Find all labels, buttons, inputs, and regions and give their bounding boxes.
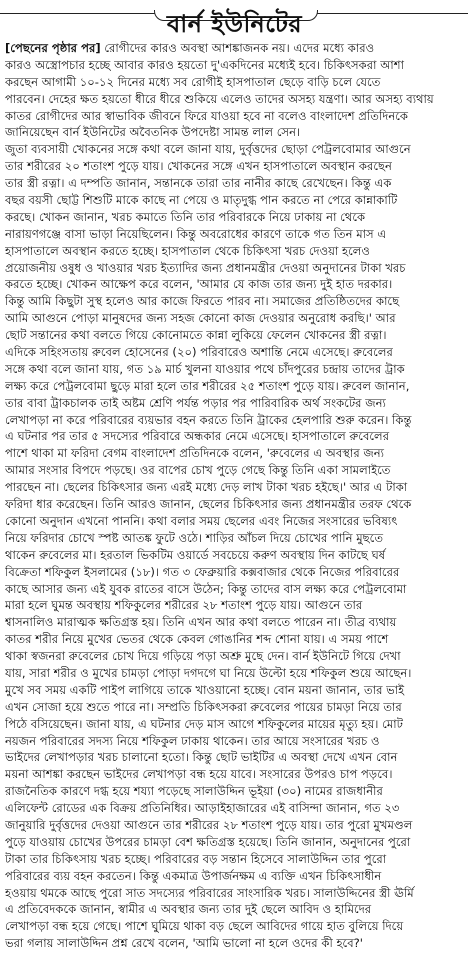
article-line <box>5 226 464 243</box>
article-line-text: থাকা স্বজনরা রুবেলের চোখ দিয়ে গড়িয়ে পড়া অশ্রু মুছে দেন। বার্ন ইউনিটে গিয়ে দেখা <box>5 649 401 664</box>
article-line-text: থাকেন রুবেলের মা। হরতাল ভিকটিম ওয়ার্ডে সবচেয়ে করুণ অবস্থায় দিন কাটছে ঘর্ষ <box>5 547 386 562</box>
article-line <box>5 395 464 412</box>
article-line <box>5 74 464 91</box>
continued-from-back-page-label: [পেছনের পৃষ্ঠার পর] <box>5 41 101 55</box>
article-line-text: ময়না আশঙ্কা করছেন ভাইদের লেখাপড়া বন্ধ হয়ে যাবে। সংসারের উপরও চাপ পড়বে। <box>5 767 393 782</box>
article-line-text: শ্বাসনালিও মারাত্মক ক্ষতিগ্রস্ত হয়। তিনি এখন আর কথা বলতে পারেন না। তীব্র ব্যথায় <box>5 615 397 630</box>
article-line-text: লেখাপড়া না করে পরিবারের ব্যয়ভার বহন করতে তিনি ট্রাকের হেলপারি শুরু করেন। কিন্তু <box>5 412 412 427</box>
article-line <box>5 175 464 192</box>
article-line <box>5 868 464 885</box>
article-line <box>5 918 464 935</box>
article-line-text: আমি আগুনে পোড়া মানুষদের জন্য সহজ কোনো কাজ দেওয়ার অনুরোধ করছি।' আর <box>5 311 396 326</box>
article-line <box>5 361 464 378</box>
article-line-text: কাতর রোগীদের আর স্বাভাবিক জীবনে ফিরে যাওয়া হবে না বলেও বাংলাদেশ প্রতিদিনকে <box>5 108 409 123</box>
article-line <box>5 276 464 293</box>
article-line <box>5 682 464 699</box>
article-line-text: কিন্তু আমি কিছুটা সুস্থ হলেও আর কাজে ফিরতে পারব না। সমাজের প্রতিষ্ঠিতদের কাছে <box>5 294 400 309</box>
article-line-text: করছেন আগামী ১০-১২ দিনের মধ্যে সব রোগীই হাসপাতাল ছেড়ে বাড়ি চলে যেতে <box>5 74 381 89</box>
article-line-text: এখন সোজা হয়ে শুতে পারে না। সম্প্রতি চিকিৎসকরা রুবেলের পায়ের চামড়া নিয়ে তার <box>5 699 402 714</box>
article-line <box>5 141 464 158</box>
article-line <box>5 260 464 277</box>
article-line-text: টাকা তার চিকিৎসায় খরচ হচ্ছে। পরিবারের বড় সন্তান হিসেবে সালাউদ্দিন তার পুরো <box>5 851 387 866</box>
article-line-text: লক্ষ্য করে পেট্রলবোমা ছুড়ে মারা হলে তার শরীরের ২৫ শতাংশ পুড়ে যায়। রুবেল জানান, <box>5 378 410 393</box>
article-line-text: তার বাবা ট্রাকচালক তাই অষ্টম শ্রেণি পর্যন্ত পড়ার পর পারিবারিক অর্থ সংকটের জন্য <box>5 395 386 410</box>
article-line-text: কোনো অনুদান এখনো পাননি। কথা বলার সময় ছেলের এবং নিজের সংসারের ভবিষ্যৎ <box>5 513 398 528</box>
article-line <box>5 479 464 496</box>
article-line-text: এলিফেন্ট রোডের এক বিক্রয় প্রতিনিধির। আড়াইহাজারের এই বাসিন্দা জানান, গত ২৩ <box>5 801 400 816</box>
article-line <box>5 581 464 598</box>
article-line <box>5 243 464 260</box>
article-line-text: ভাইদের লেখাপড়ার খরচ চালানো হতো। কিন্তু ছোট ভাইটির এ অবস্থা দেখে এখন বোন <box>5 750 398 765</box>
article-line <box>5 901 464 918</box>
news-article <box>0 10 468 973</box>
article-line <box>5 800 464 817</box>
article-line <box>5 412 464 429</box>
article-line <box>5 378 464 395</box>
article-line-text: নারায়ণগঞ্জে বাসা ভাড়া নিয়েছিলেন। কিন্তু অবরোধের কারণে তাকে গত তিন মাস এ <box>5 226 387 241</box>
article-line <box>5 885 464 902</box>
article-line-text: পিঠে বসিয়েছেন। জানা যায়, এ ঘটনার দেড় মাস আগে শফিকুলের মায়ের মৃত্যু হয়। মোট <box>5 716 403 731</box>
article-line <box>5 344 464 361</box>
article-line-text: যায়, সারা শরীর ও মুখের চামড়া পোড়া দগদগে ঘা নিয়ে উল্টো হয়ে শফিকুল শুয়ে আছেন। <box>5 665 412 680</box>
article-line-text: পরিবারের ব্যয় বহন করতেন। কিন্তু একমাত্র উপার্জনক্ষম এ ব্যক্তি এখন চিকিৎসাধীন <box>5 868 382 883</box>
article-line-text: প্রয়োজনীয় ওষুধ ও খাওয়ার খরচ ইত্যাদির জন্য প্রধানমন্ত্রীর দেওয়া অনুদানের টাকা খরচ <box>5 260 406 275</box>
article-line <box>5 40 464 57</box>
article-line-text: সঙ্গে কথা বলে জানা যায়, গত ১৯ মার্চ খুলনা যাওয়ার পথে চাঁদপুরের চন্দ্রায় তাদের ট্রাক <box>5 361 405 376</box>
article-line-text: রাজনৈতিক কারণে দগ্ধ হয়ে শয্যা পড়েছে সালাউদ্দিন ভূইয়া (৩০) নামের রাজধানীর <box>5 784 383 799</box>
article-line <box>5 310 464 327</box>
article-line <box>5 834 464 851</box>
article-line-text: এ ঘটনার পর তার ৫ সদস্যের পরিবারে অন্ধকার নেমে এসেছে। হাসপাতালে রুবেলের <box>5 429 390 444</box>
article-line-text: বছর বয়সী ছোট্ট শিশুটি মাকে কাছে না পেয়ে ও মাতৃদুগ্ধ পান করতে না পেরে কান্নাকাটি <box>5 193 398 208</box>
article-line-text: কাতর শরীর নিয়ে মুখের ভেতর থেকে কেবল গোঙানির শব্দ শোনা যায়। এ সময় পাশে <box>5 632 389 647</box>
article-line-text: করতে হচ্ছে। খোকন আক্ষেপ করে বলেন, 'আমার যে কাজ তার জন্য দুই হাত দরকার। <box>5 277 393 292</box>
article-line-text: পুড়ে যাওয়ায় চোখের উপরের চামড়া বেশ ক্ষতিগ্রস্ত হয়েছে। তিনি জানান, অনুদানের পুরো <box>5 834 411 849</box>
article-line-text: জানুয়ারি দুর্বৃত্তদের দেওয়া আগুনে তার শরীরের ২৮ শতাংশ পুড়ে যায়। তার পুরো মুখমণ্ডল <box>5 817 413 832</box>
article-line <box>5 530 464 547</box>
article-line <box>5 699 464 716</box>
article-line-text: আমার সংসার বিপদে পড়ছে। ওর বাপের চোখ পুড়ে গেছে কিন্তু তিনি একা সামলাইতে <box>5 463 391 478</box>
article-body <box>5 40 464 952</box>
article-line <box>5 817 464 834</box>
article-line-text: পাশে থাকা মা ফরিদা বেগম বাংলাদেশ প্রতিদিনকে বলেন, 'রুবেলের এ অবস্থার জন্য <box>5 446 385 461</box>
article-line-text: এদিকে সহিংসতায় রুবেল হোসেনের (২০) পরিবারেও অশান্তি নেমে এসেছে। রুবেলের <box>5 345 393 360</box>
article-line-text: কাছে আসার জন্য এই যুবক রাতের বাসে উঠেন; কিন্তু তাদের বাস লক্ষ্য করে পেট্রলবোমা <box>5 581 407 596</box>
article-line-text: মারা হলে ঘুমন্ত অবস্থায় শফিকুলের শরীরের ২৮ শতাংশ পুড়ে যায়। আগুনে তার <box>5 598 363 613</box>
article-line-text: হাসপাতালে অবস্থান করতে হচ্ছে। হাসপাতাল থেকে চিকিৎসা খরচ দেওয়া হলেও <box>5 243 370 258</box>
article-line <box>5 648 464 665</box>
article-line-text: নিয়ে ফরিদার চোখে স্পষ্ট আতঙ্ক ফুটে ওঠে। শাড়ির আঁচল দিয়ে চোখের পানি মুছতে <box>5 530 384 545</box>
article-line <box>5 614 464 631</box>
article-line-text: জুতা ব্যবসায়ী খোকনের সঙ্গে কথা বলে জানা যায়, দুর্বৃত্তদের ছোড়া পেট্রলবোমার আগুনে <box>5 142 411 157</box>
article-line-text: ফরিদা ধার করেছেন। তিনি আরও জানান, ছেলের চিকিৎসার জন্য প্রধানমন্ত্রীর তরফ থেকে <box>5 497 412 512</box>
article-line <box>5 293 464 310</box>
article-line-text: ভরা গলায় সালাউদ্দিন প্রশ্ন রেখে বলেন, 'আমি ভালো না হলে ওদের কী হবে?' <box>5 936 363 951</box>
article-line-text: এ প্রতিবেদককে জানান, স্বামীর এ অবস্থার জন্য তার দুই ছেলে আবিদ ও হামিদের <box>5 902 372 917</box>
article-line-text: ছোট সন্তানের কথা বলতে গিয়ে কোনোমতে কান্না লুকিয়ে ফেলেন খোকনের স্ত্রী রত্না। <box>5 328 387 343</box>
article-line-text: বিক্রেতা শফিকুল ইসলামের (১৮)। গত ৩ ফেব্রুয়ারি কক্সবাজার থেকে নিজের পরিবারের <box>5 564 400 579</box>
article-line-text: করছে। খোকন জানান, খরচ কমাতে তিনি তার পরিবারকে নিয়ে ঢাকায় না থেকে <box>5 209 366 224</box>
article-line <box>5 631 464 648</box>
article-line <box>5 597 464 614</box>
article-line <box>5 733 464 750</box>
article-line-text: কারও অস্ত্রোপচার হচ্ছে আবার কারও হয়তো দু'একদিনের মধ্যেই হবে। চিকিৎসকরা আশা <box>5 57 404 72</box>
article-line <box>5 766 464 783</box>
article-line-text: হওয়ায় থমকে আছে পুরো সাত সদস্যের পরিবারের সাংসারিক খরচ। সালাউদ্দিনের স্ত্রী ঊর্মি <box>5 885 414 900</box>
article-line <box>5 91 464 108</box>
article-line <box>5 57 464 74</box>
article-line-text: রোগীদের কারও অবস্থা আশঙ্কাজনক নয়। এদের মধ্যে কারও <box>100 41 375 55</box>
article-line-text: তার শরীরের ২০ শতাংশ পুড়ে যায়। খোকনের সঙ্গে এখন হাসপাতালে অবস্থান করছেন <box>5 159 392 174</box>
article-line <box>5 716 464 733</box>
article-line-text: পারছেন না। ছেলের চিকিৎসার জন্য এরই মধ্যে দেড় লাখ টাকা খরচ হইছে।' আর এ টাকা <box>5 480 408 495</box>
article-line <box>5 327 464 344</box>
article-line-text: পারবেন। দেহের ক্ষত হয়তো ধীরে ধীরে শুকিয়ে এলেও তাদের অসহ্য যন্ত্রণা। আর অসহ্য ব্যথায় <box>5 91 434 106</box>
article-line <box>5 564 464 581</box>
article-line <box>5 935 464 952</box>
article-line <box>5 108 464 125</box>
headline: বার্ন ইউনিটের <box>166 10 303 38</box>
article-line <box>5 783 464 800</box>
article-line <box>5 749 464 766</box>
article-line-text: নয়জন পরিবারের সদস্য নিয়ে শফিকুল ঢাকায় থাকেন। তার আয়ে সংসারের খরচ ও <box>5 733 380 748</box>
article-line <box>5 158 464 175</box>
article-line <box>5 124 464 141</box>
article-line-text: মুখে সব সময় একটি পাইপ লাগিয়ে তাকে খাওয়ানো হচ্ছে। বোন ময়না জানান, তার ভাই <box>5 682 405 697</box>
article-line <box>5 209 464 226</box>
article-line-text: তার স্ত্রী রত্না। এ দম্পতি জানান, সন্তানকে তারা তার নানীর কাছে রেখেছেন। কিন্তু এক <box>5 176 392 191</box>
article-line <box>5 462 464 479</box>
article-line <box>5 547 464 564</box>
article-line-text: জানিয়েছেন বার্ন ইউনিটের অবৈতনিক উপদেষ্টা সামন্ত লাল সেন। <box>5 125 301 140</box>
article-line <box>5 665 464 682</box>
article-line <box>5 851 464 868</box>
article-line <box>5 192 464 209</box>
article-line-text: লেখাপড়া বন্ধ হয়ে গেছে। পাশে ঘুমিয়ে থাকা বড় ছেলে আবিদের গায়ে হাত বুলিয়ে দিয়ে <box>5 919 404 934</box>
article-line <box>5 513 464 530</box>
article-line <box>5 428 464 445</box>
article-line <box>5 496 464 513</box>
article-line <box>5 445 464 462</box>
